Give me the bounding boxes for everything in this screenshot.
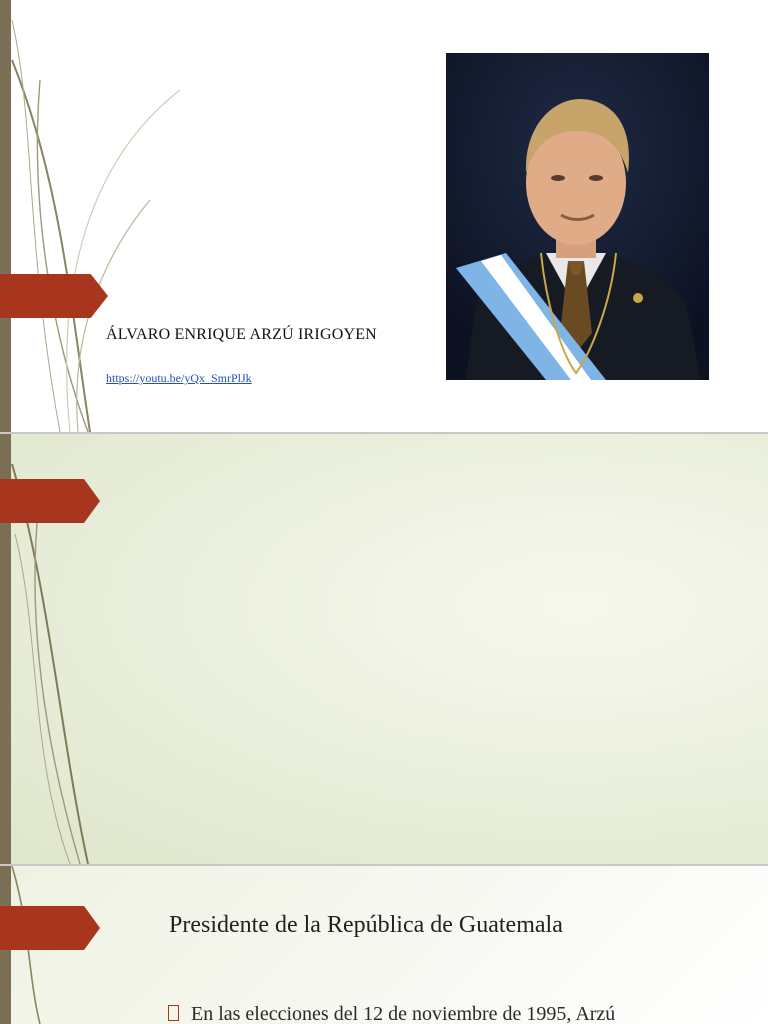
bullet-item bbox=[168, 1003, 720, 1024]
bullet-text: En las elecciones del 12 de noviembre de 1995, Arzú bbox=[191, 1003, 616, 1024]
bullet-icon bbox=[168, 1005, 179, 1021]
video-link[interactable]: https://youtu.be/yQx_SmrPlJk bbox=[106, 371, 252, 385]
slide-1 bbox=[0, 0, 768, 432]
section-heading: Presidente de la República de Guatemala bbox=[169, 912, 563, 938]
accent-arrow bbox=[0, 906, 100, 950]
portrait-photo bbox=[446, 53, 709, 380]
slide-3 bbox=[0, 866, 768, 1024]
slide-2 bbox=[0, 434, 768, 864]
swirl-decoration bbox=[0, 0, 200, 432]
accent-arrow bbox=[0, 274, 108, 318]
accent-arrow bbox=[0, 479, 100, 523]
person-name: ÁLVARO ENRIQUE ARZÚ IRIGOYEN bbox=[106, 326, 377, 343]
